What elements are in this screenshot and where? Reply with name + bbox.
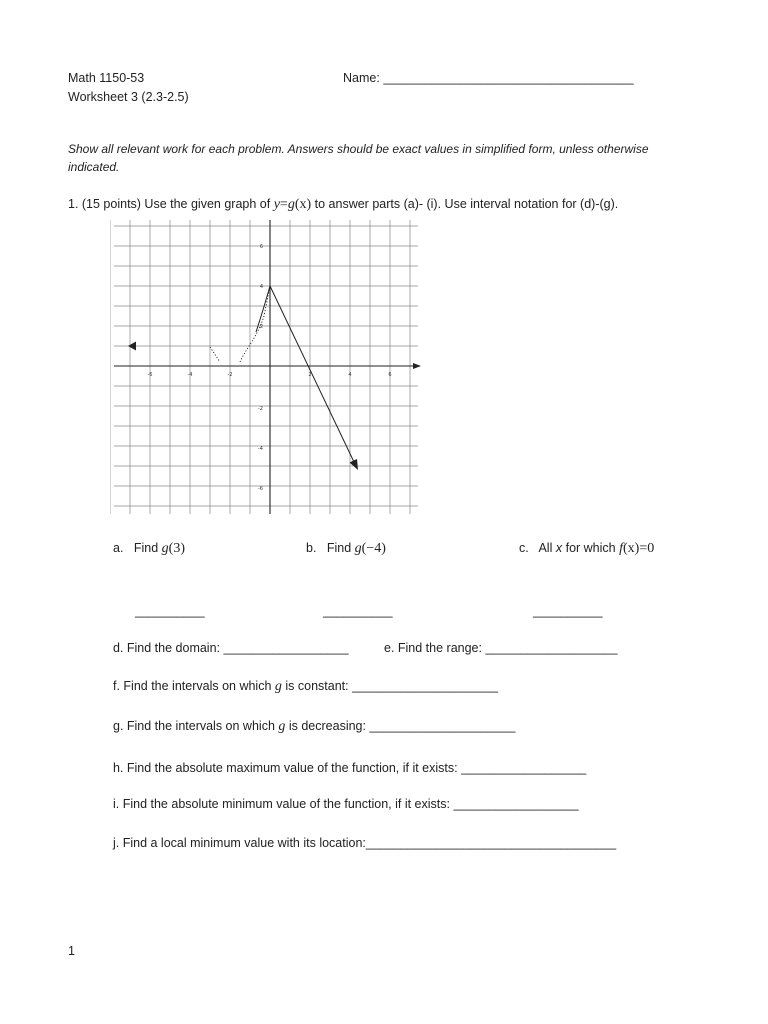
x-axis-arrow-icon bbox=[413, 363, 421, 369]
page-number: 1 bbox=[68, 944, 75, 958]
name-label-text: Name: bbox=[343, 71, 380, 85]
part-d-answer-blank[interactable]: __________________ bbox=[223, 641, 349, 655]
x-tick-label: -4 bbox=[187, 372, 193, 378]
part-g-g: g bbox=[278, 719, 286, 734]
part-h bbox=[113, 761, 586, 775]
part-a-label: a. bbox=[113, 541, 124, 555]
grid-lines bbox=[110, 220, 418, 514]
part-c-arg: (x) bbox=[623, 541, 640, 556]
decreasing-line bbox=[270, 286, 354, 462]
part-g bbox=[113, 719, 515, 735]
down-arrow-icon bbox=[350, 459, 359, 470]
part-a-g: g bbox=[161, 541, 169, 556]
func-g: g bbox=[287, 197, 295, 212]
part-d bbox=[113, 641, 349, 655]
problem-1-tail: to answer parts (a)- (i). Use interval notation for (d)-(g). bbox=[314, 197, 619, 211]
part-j-answer-blank[interactable]: ____________________________________ bbox=[365, 836, 617, 850]
y-tick-label: 4 bbox=[259, 284, 263, 290]
part-g-text2: is decreasing: bbox=[288, 719, 366, 733]
instructions-line-2: indicated. bbox=[68, 160, 120, 174]
name-label bbox=[343, 71, 634, 85]
part-b-g: g bbox=[354, 541, 362, 556]
part-c bbox=[519, 541, 654, 557]
part-e-text: e. Find the range: bbox=[384, 641, 482, 655]
part-b-label: b. bbox=[306, 541, 317, 555]
part-f-answer-blank[interactable]: _____________________ bbox=[352, 679, 499, 693]
part-g-answer-blank[interactable]: _____________________ bbox=[369, 719, 516, 733]
part-c-text: All bbox=[538, 541, 553, 555]
part-a-expression bbox=[162, 541, 185, 556]
part-f-text: f. Find the intervals on which bbox=[113, 679, 272, 693]
y-tick-label: -6 bbox=[258, 486, 263, 492]
part-b-expression bbox=[355, 541, 386, 556]
course-title: Math 1150-53 bbox=[68, 71, 145, 85]
instructions-line-1: Show all relevant work for each problem. Answers should be exact values in simplified form, unless otherwise bbox=[68, 142, 649, 156]
part-h-answer-blank[interactable]: __________________ bbox=[461, 761, 587, 775]
x-tick-label: -6 bbox=[147, 372, 153, 378]
func-arg: (x) bbox=[294, 197, 312, 212]
x-tick-label: 4 bbox=[348, 372, 352, 378]
function-graph bbox=[110, 216, 424, 518]
part-c-f: f bbox=[619, 541, 623, 556]
worksheet-title: Worksheet 3 (2.3-2.5) bbox=[68, 90, 189, 104]
part-c-eq: =0 bbox=[639, 541, 655, 556]
name-blank[interactable]: ____________________________________ bbox=[383, 71, 634, 85]
part-f-g: g bbox=[274, 679, 282, 694]
part-j-text: j. Find a local minimum value with its location: bbox=[113, 836, 366, 850]
y-tick-label: 2 bbox=[259, 324, 263, 330]
x-tick-label: -2 bbox=[227, 372, 233, 378]
func-eq: = bbox=[279, 197, 288, 212]
part-a-arg: (3) bbox=[168, 541, 185, 556]
part-a bbox=[113, 541, 185, 557]
part-b-answer-blank[interactable]: __________ bbox=[323, 604, 393, 618]
dotted-arc bbox=[240, 286, 270, 362]
function-notation bbox=[274, 197, 315, 212]
part-c-expression bbox=[619, 541, 654, 556]
part-d-text: d. Find the domain: bbox=[113, 641, 221, 655]
part-i-text: i. Find the absolute minimum value of the function, if it exists: bbox=[113, 797, 450, 811]
part-a-text: Find bbox=[133, 541, 159, 555]
y-tick-label: -2 bbox=[258, 406, 263, 412]
dotted-segment bbox=[210, 347, 220, 362]
part-c-x: x bbox=[555, 541, 563, 555]
part-a-answer-blank[interactable]: __________ bbox=[135, 604, 205, 618]
part-h-text: h. Find the absolute maximum value of the function, if it exists: bbox=[113, 761, 458, 775]
part-b bbox=[306, 541, 386, 557]
part-j bbox=[113, 836, 616, 850]
problem-1-lead: 1. (15 points) Use the given graph of bbox=[68, 197, 271, 211]
x-tick-label: 6 bbox=[388, 372, 392, 378]
y-tick-label: 6 bbox=[259, 244, 263, 250]
part-b-text: Find bbox=[326, 541, 352, 555]
part-i-answer-blank[interactable]: __________________ bbox=[453, 797, 579, 811]
part-e-answer-blank[interactable]: ___________________ bbox=[485, 641, 618, 655]
problem-1-statement bbox=[68, 197, 618, 213]
y-tick-label: -4 bbox=[258, 446, 263, 452]
part-c-text2: for which bbox=[565, 541, 616, 555]
left-arrow-icon bbox=[128, 342, 136, 351]
part-b-arg: (−4) bbox=[361, 541, 386, 556]
part-c-label: c. bbox=[519, 541, 529, 555]
axes bbox=[114, 220, 421, 514]
part-f-text2: is constant: bbox=[285, 679, 349, 693]
part-i bbox=[113, 797, 579, 811]
curve bbox=[128, 286, 358, 470]
func-y: y bbox=[273, 197, 280, 212]
part-f bbox=[113, 679, 498, 695]
part-c-answer-blank[interactable]: __________ bbox=[533, 604, 603, 618]
solid-arc bbox=[256, 286, 270, 332]
x-tick-label: 2 bbox=[308, 372, 312, 378]
part-g-text: g. Find the intervals on which bbox=[113, 719, 275, 733]
part-e bbox=[384, 641, 618, 655]
